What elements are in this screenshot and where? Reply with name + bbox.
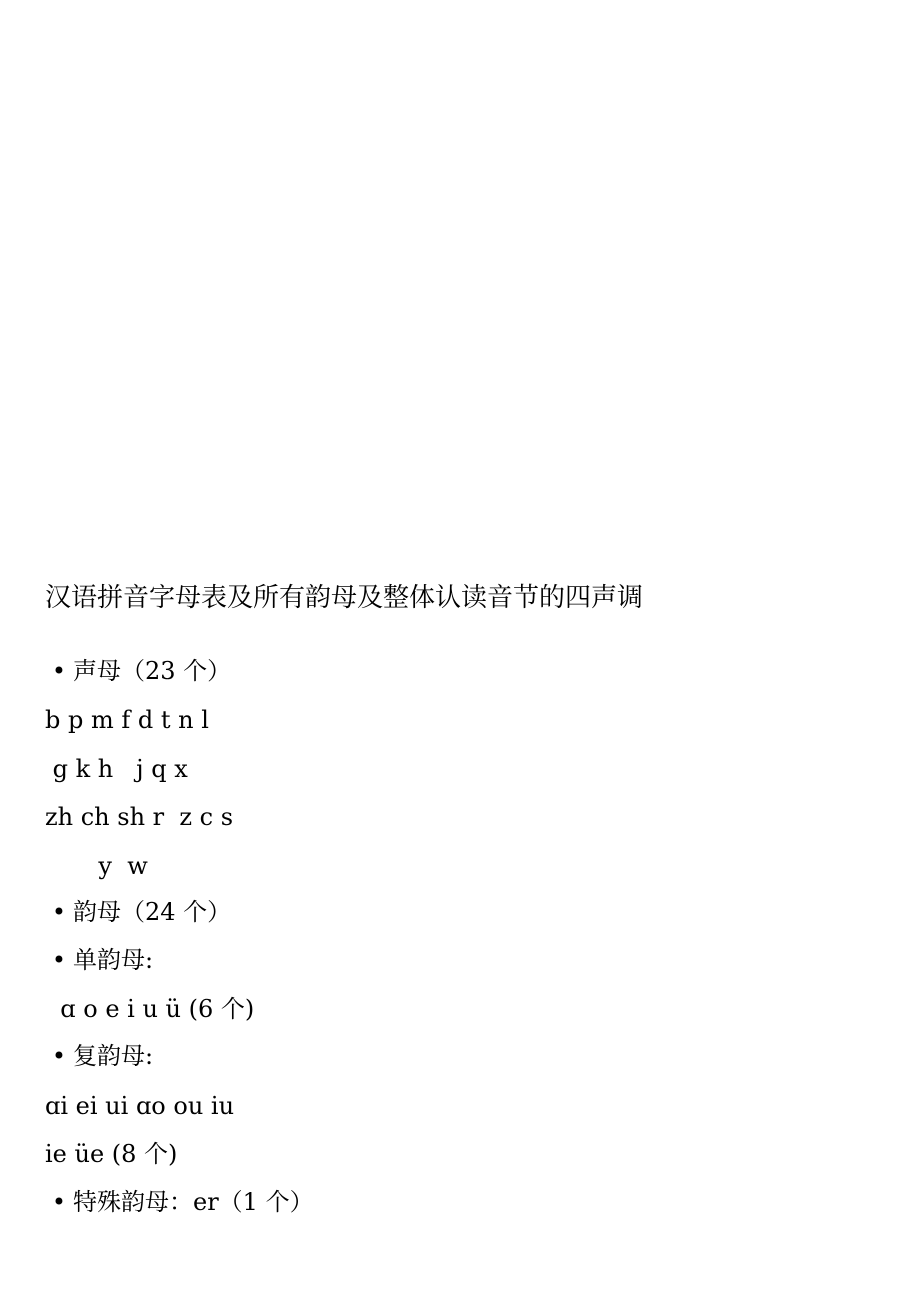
bullet-icon: • [51,657,67,685]
finals-heading-text: 韵母（24 个） [73,898,232,926]
initials-row-4: y w [45,852,148,880]
compound-finals-heading-text: 复韵母: [73,1042,154,1070]
finals-heading [45,897,231,927]
initials-row-1: b p m f d t n l [45,706,209,734]
bullet-icon: • [51,1042,67,1070]
initials-heading [45,656,231,686]
bullet-icon: • [51,898,67,926]
special-final-heading [45,1187,314,1217]
simple-finals-heading [45,945,153,975]
document-title: 汉语拼音字母表及所有韵母及整体认读音节的四声调 [45,583,644,613]
initials-row-2: g k h j q x [45,755,188,783]
initials-heading-text: 声母（23 个） [73,657,232,685]
compound-finals-row-1: ɑi ei ui ɑo ou iu [45,1092,235,1120]
special-final-heading-text: 特殊韵母：er（1 个） [73,1188,314,1216]
initials-row-3: zh ch sh r z c s [45,803,234,831]
bullet-icon: • [51,1188,67,1216]
simple-finals-row: ɑ o e i u ü (6 个) [45,995,255,1023]
compound-finals-row-2: ie üe (8 个) [45,1140,178,1168]
bullet-icon: • [51,946,67,974]
compound-finals-heading [45,1041,153,1071]
simple-finals-heading-text: 单韵母: [73,946,154,974]
